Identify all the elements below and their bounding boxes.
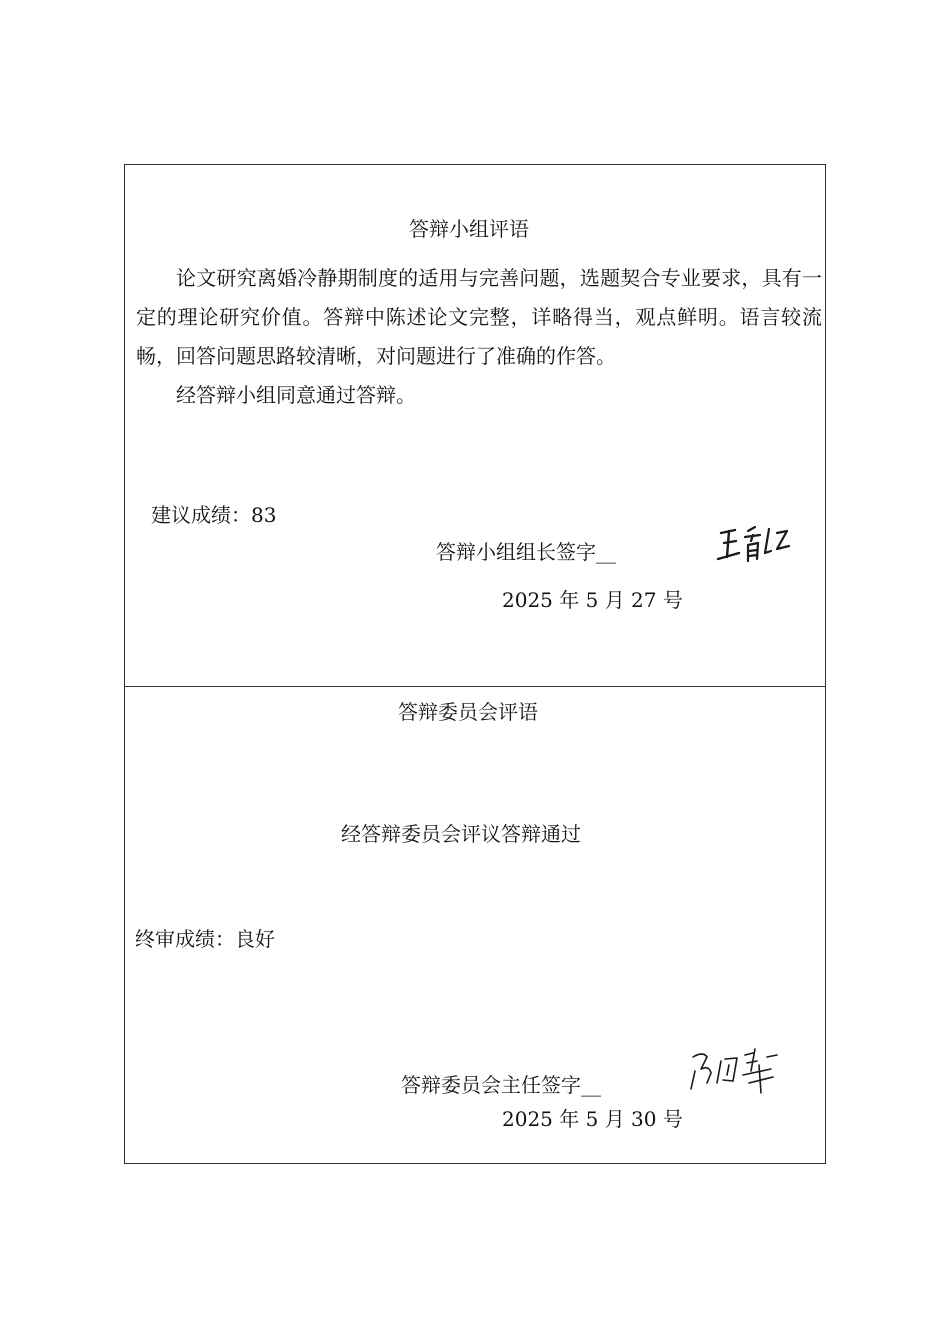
suggested-grade: 建议成绩：83 xyxy=(151,503,277,527)
group-leader-signature-label: 答辩小组组长签字__ xyxy=(436,540,616,564)
final-grade: 终审成绩：良好 xyxy=(135,927,275,951)
group-leader-handwritten-signature xyxy=(715,521,795,567)
committee-chair-handwritten-signature xyxy=(687,1043,791,1101)
section-divider xyxy=(125,686,825,687)
committee-chair-signature-label: 答辩委员会主任签字__ xyxy=(401,1073,601,1097)
committee-conclusion: 经答辩委员会评议答辩通过 xyxy=(341,822,581,846)
committee-comment-heading: 答辩委员会评语 xyxy=(398,700,538,724)
committee-date: 2025 年 5 月 30 号 xyxy=(502,1107,683,1131)
group-comment-heading: 答辩小组评语 xyxy=(409,217,529,241)
evaluation-form-table xyxy=(124,164,826,1164)
group-conclusion: 经答辩小组同意通过答辩。 xyxy=(176,383,416,407)
group-comment-text: 论文研究离婚冷静期制度的适用与完善问题，选题契合专业要求，具有一定的理论研究价值。答辩中陈述论文完整，详略得当，观点鲜明。语言较流畅，回答问题思路较清晰，对问题进行了准确的作答。 xyxy=(136,266,822,368)
group-date: 2025 年 5 月 27 号 xyxy=(502,588,683,612)
